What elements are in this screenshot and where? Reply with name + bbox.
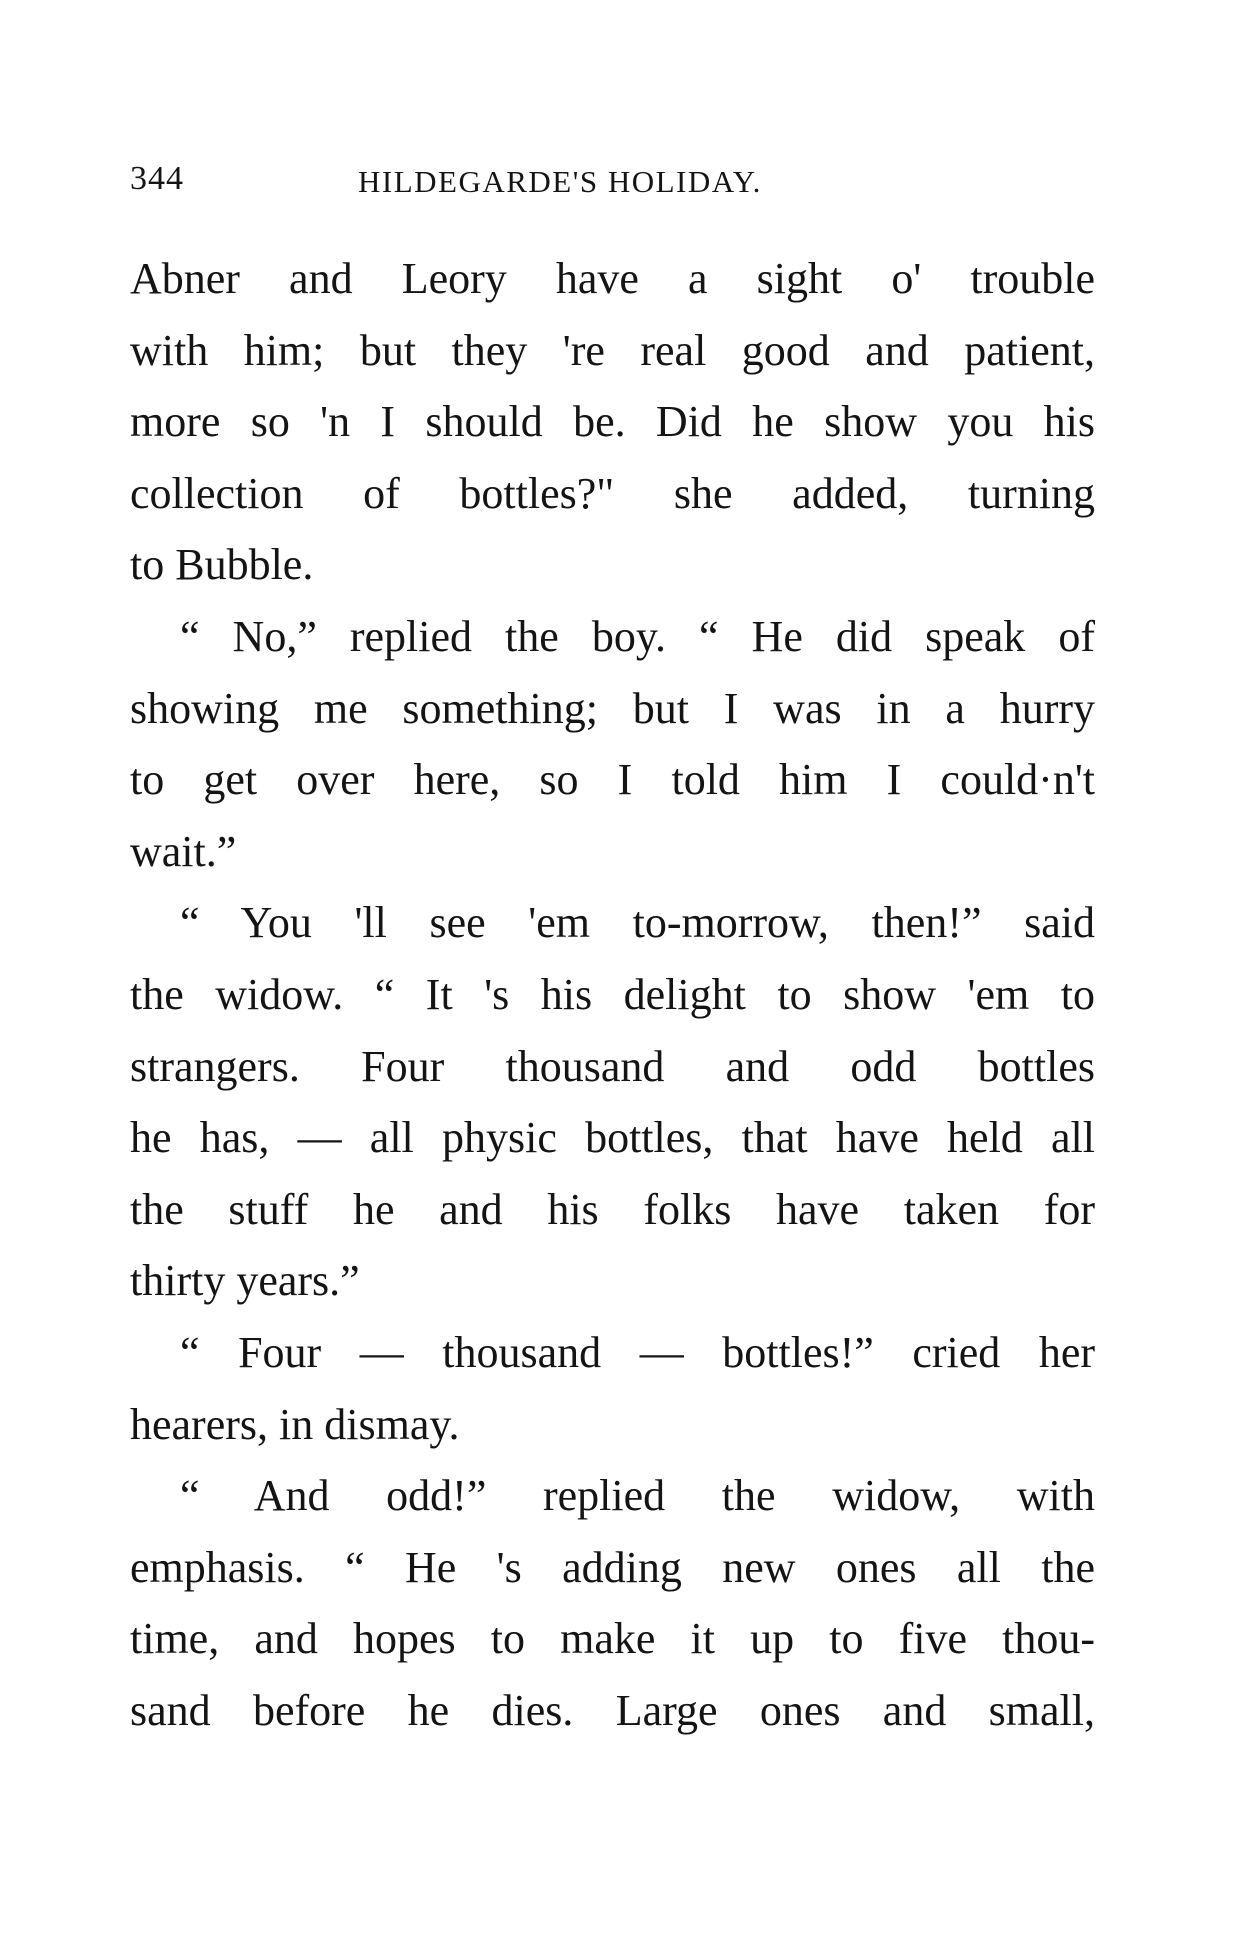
body-text [130, 243, 1095, 1746]
text-line: “ And odd!” replied the widow, with [180, 1471, 1095, 1521]
text-line: Abner and Leory have a sight o' trouble [130, 254, 1095, 303]
text-line: to Bubble. [130, 540, 314, 590]
text-line: collection of bottles?" she added, turning [130, 468, 1095, 518]
text-line: emphasis. “ He 's adding new ones all the [130, 1542, 1095, 1592]
text-line: strangers. Four thousand and odd bottles [130, 1041, 1095, 1091]
page-number: 344 [130, 160, 184, 197]
text-line: more so 'n I should be. Did he show you his [130, 397, 1095, 447]
text-line: time, and hopes to make it up to five thou- [130, 1614, 1095, 1664]
running-head [130, 160, 1095, 210]
text-line: “ You 'll see 'em to-morrow, then!” said [180, 898, 1095, 948]
running-title: HILDEGARDE'S HOLIDAY. [358, 164, 762, 199]
text-line: with him; but they 're real good and patient, [130, 325, 1095, 375]
text-line: thirty years.” [130, 1256, 360, 1306]
text-line: to get over here, so I told him I could·n't [130, 755, 1095, 805]
text-line: wait.” [130, 826, 237, 876]
text-line: the widow. “ It 's his delight to show 'em to [130, 969, 1095, 1019]
text-line: showing me something; but I was in a hurry [130, 683, 1095, 733]
text-line: he has, — all physic bottles, that have held all [130, 1113, 1095, 1163]
text-line: “ Four — thousand — bottles!” cried her [180, 1327, 1095, 1377]
text-line: “ No,” replied the boy. “ He did speak of [180, 611, 1095, 661]
text-line: the stuff he and his folks have taken for [130, 1184, 1095, 1234]
text-line: hearers, in dismay. [130, 1399, 460, 1449]
text-line: sand before he dies. Large ones and small, [130, 1685, 1095, 1735]
